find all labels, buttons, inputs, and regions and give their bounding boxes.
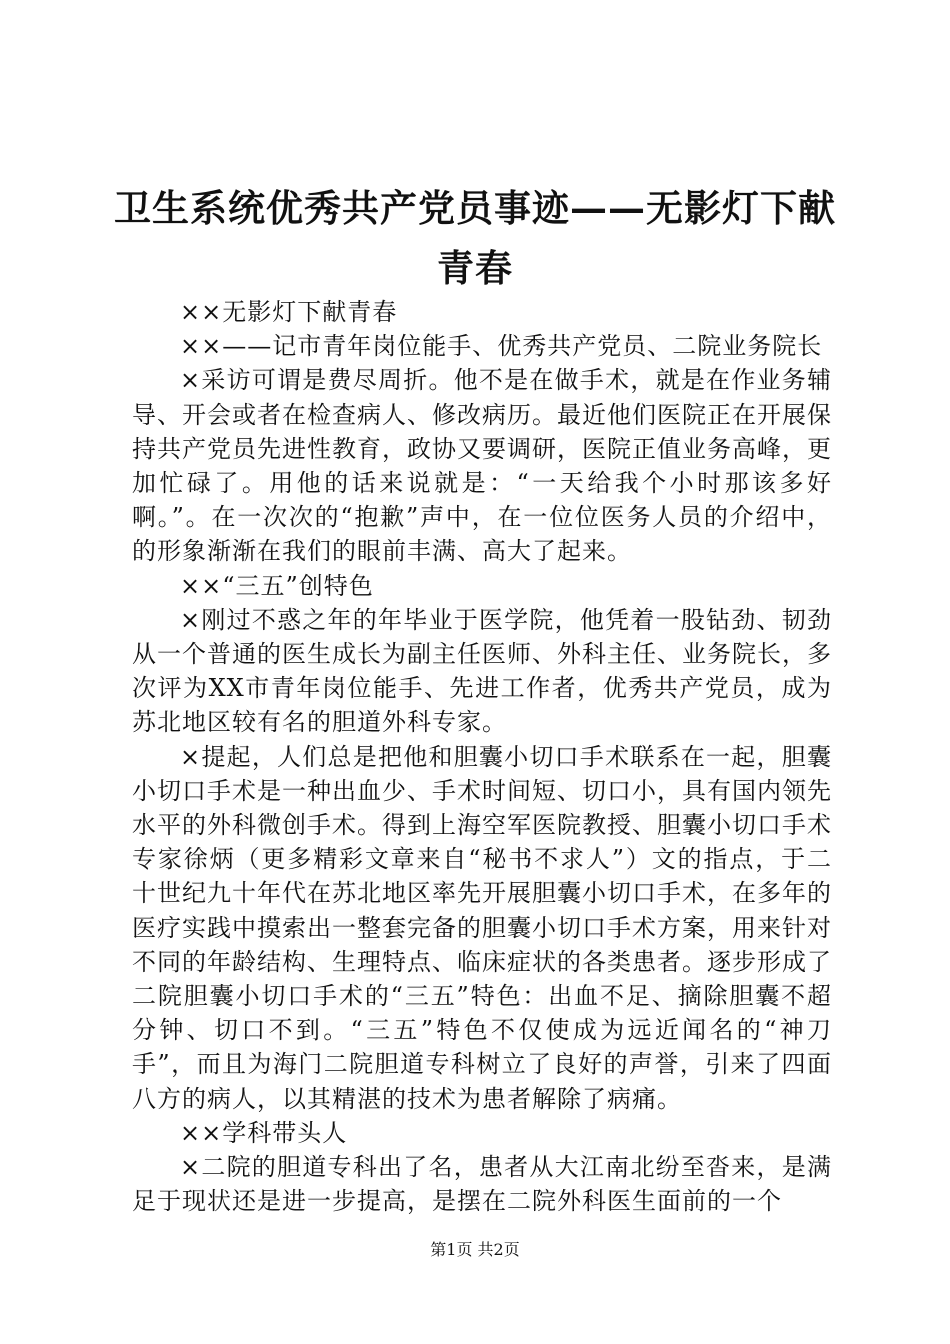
- section-heading: ××无影灯下献青春: [180, 298, 398, 326]
- body-paragraph: ×刚过不惑之年的年毕业于医学院，他凭着一股钻劲、韧劲从一个普通的医生成长为副主任医师、外科主任、业务院长，多次评为XX市青年岗位能手、先进工作者，优秀共产党员，成为苏北地区较有名的胆道外科专家。: [132, 605, 832, 737]
- document-title: 卫生系统优秀共产党员事迹——无影灯下献青春: [114, 186, 836, 290]
- subtitle-paragraph: ××——记市青年岗位能手、优秀共产党员、二院业务院长: [180, 332, 823, 361]
- document-body: [132, 295, 832, 1218]
- page-footer: 第1页 共2页: [430, 1240, 520, 1259]
- body-paragraph: ×二院的胆道专科出了名，患者从大江南北纷至沓来，是满足于现状还是进一步提高，是摆在二院外科医生面前的一个: [132, 1153, 832, 1216]
- body-paragraph: ×提起，人们总是把他和胆囊小切口手术联系在一起，胆囊小切口手术是一种出血少、手术时间短、切口小，具有国内领先水平的外科微创手术。得到上海空军医院教授、胆囊小切口手术专家徐炳（更多精彩文章来自“秘书不求人”）文的指点，于二十世纪九十年代在苏北地区率先开展胆囊小切口手术，在多年的医疗实践中摸索出一整套完备的胆囊小切口手术方案，用来针对不同的年龄结构、生理特点、临床症状的各类患者。逐步形成了二院胆囊小切口手术的“三五”特色：出血不足、摘除胆囊不超分钟、切口不到。“三五”特色不仅使成为远近闻名的“神刀手”，而且为海门二院胆道专科树立了良好的声誉，引来了四面八方的病人，以其精湛的技术为患者解除了病痛。: [132, 742, 832, 1113]
- body-paragraph: ×采访可谓是费尽周折。他不是在做手术，就是在作业务辅导、开会或者在检查病人、修改病历。最近他们医院正在开展保持共产党员先进性教育，政协又要调研，医院正值业务高峰，更加忙碌了。用他的话来说就是：“一天给我个小时那该多好啊。”。在一次次的“抱歉”声中，在一位位医务人员的介绍中，的形象渐渐在我们的眼前丰满、高大了起来。: [132, 366, 832, 566]
- section-heading: ××“三五”创特色: [180, 571, 374, 600]
- section-heading: ××学科带头人: [180, 1118, 348, 1147]
